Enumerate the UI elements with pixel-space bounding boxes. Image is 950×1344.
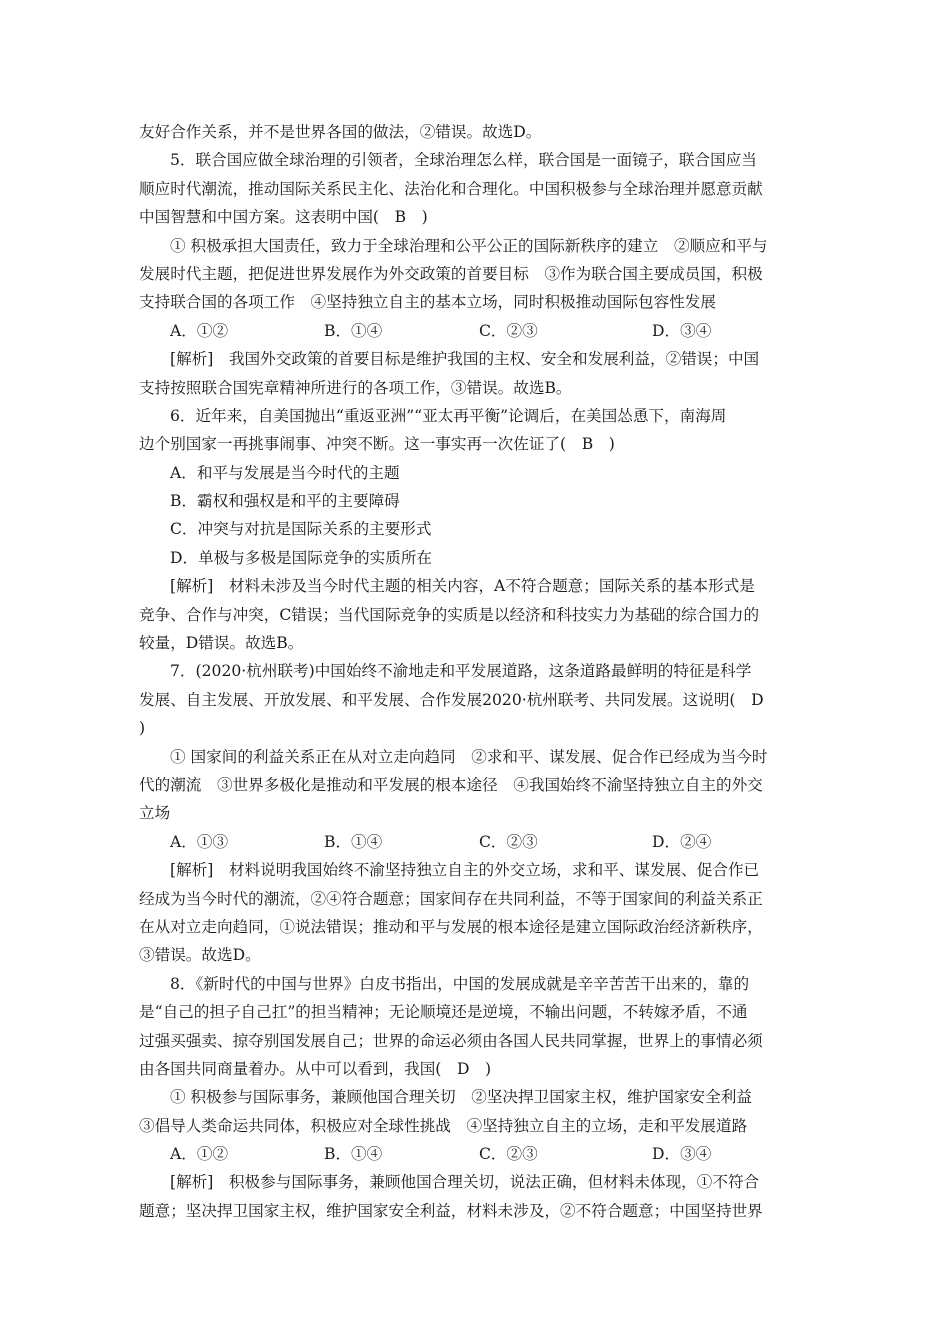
option-c: C．②③ xyxy=(479,832,538,851)
text-line: ) xyxy=(139,719,146,738)
analysis-line: 支持按照联合国宪章精神所进行的各项工作，③错误。故选B。 xyxy=(139,378,572,397)
statement-line: 支持联合国的各项工作 ④坚持独立自主的基本立场，同时积极推动国际包容性发展 xyxy=(139,293,716,312)
text-line: 发展、自主发展、开放发展、和平发展、合作发展2020·杭州联考、共同发展。这说明( D xyxy=(139,690,764,709)
option-c: C．②③ xyxy=(479,321,538,340)
option-d: D．单极与多极是国际竞争的实质所在 xyxy=(170,548,433,567)
option-b: B．①④ xyxy=(324,832,383,851)
text-line: 友好合作关系，并不是世界各国的做法，②错误。故选D。 xyxy=(139,123,542,141)
text-line: 边个别国家一再挑事闹事、冲突不断。这一事实再一次佐证了( B ) xyxy=(139,435,615,454)
page-content xyxy=(139,118,815,1225)
analysis-line: [解析] 材料未涉及当今时代主题的相关内容，A不符合题意；国际关系的基本形式是 xyxy=(170,577,755,596)
statement-line: ① 积极参与国际事务，兼顾他国合理关切 ②坚决捍卫国家主权，维护国家安全利益 xyxy=(170,1088,752,1107)
statement-line: 立场 xyxy=(139,804,171,823)
statement-line: ① 国家间的利益关系正在从对立走向趋同 ②求和平、谋发展、促合作已经成为当今时 xyxy=(170,747,768,766)
option-a: A．①② xyxy=(170,1145,229,1164)
option-d: D．③④ xyxy=(652,1145,712,1164)
answer-options-q8 xyxy=(139,1140,815,1168)
analysis-line: [解析] 积极参与国际事务，兼顾他国合理关切，说法正确，但材料未体现，①不符合 xyxy=(170,1173,760,1192)
option-c: C．②③ xyxy=(479,1145,538,1164)
option-d: D．③④ xyxy=(652,321,712,340)
statement-line: ① 积极承担大国责任，致力于全球治理和公平公正的国际新秩序的建立 ②顺应和平与 xyxy=(170,236,768,255)
option-b: B．霸权和强权是和平的主要障碍 xyxy=(170,492,400,511)
statement-line: 代的潮流 ③世界多极化是推动和平发展的根本途径 ④我国始终不渝坚持独立自主的外交 xyxy=(139,775,763,794)
analysis-line: 较量，D错误。故选B。 xyxy=(139,634,304,653)
text-line: 由各国共同商量着办。从中可以看到，我国( D ) xyxy=(139,1059,492,1078)
text-line: 是“自己的担子自己扛”的担当精神；无论顺境还是逆境，不输出问题，不转嫁矛盾，不通 xyxy=(139,1003,748,1022)
option-b: B．①④ xyxy=(324,321,383,340)
option-a: A．①② xyxy=(170,321,229,340)
question-5-stem: 5．联合国应做全球治理的引领者，全球治理怎么样，联合国是一面镜子，联合国应当 xyxy=(170,151,757,170)
option-d: D．②④ xyxy=(652,832,712,851)
analysis-line: 在从对立走向趋同，①说法错误；推动和平与发展的根本途径是建立国际政治经济新秩序， xyxy=(139,917,763,936)
option-c: C．冲突与对抗是国际关系的主要形式 xyxy=(170,520,432,539)
answer-options-q5 xyxy=(139,317,815,345)
question-7-stem: 7．(2020·杭州联考)中国始终不渝地走和平发展道路，这条道路最鲜明的特征是科学 xyxy=(170,662,752,681)
text-line: 顺应时代潮流，推动国际关系民主化、法治化和合理化。中国积极参与全球治理并愿意贡献 xyxy=(139,179,763,198)
analysis-line: 题意；坚决捍卫国家主权，维护国家安全利益，材料未涉及，②不符合题意；中国坚持世界 xyxy=(139,1201,763,1220)
statement-line: ③倡导人类命运共同体，积极应对全球性挑战 ④坚持独立自主的立场，走和平发展道路 xyxy=(139,1116,748,1135)
statement-line: 发展时代主题，把促进世界发展作为外交政策的首要目标 ③作为联合国主要成员国，积极 xyxy=(139,264,763,283)
analysis-line: [解析] 材料说明我国始终不渝坚持独立自主的外交立场，求和平、谋发展、促合作已 xyxy=(170,861,760,880)
analysis-line: ③错误。故选D。 xyxy=(139,946,261,965)
analysis-line: 经成为当今时代的潮流，②④符合题意；国家间存在共同利益，不等于国家间的利益关系正 xyxy=(139,889,763,908)
option-a: A．和平与发展是当今时代的主题 xyxy=(170,463,400,482)
option-b: B．①④ xyxy=(324,1145,383,1164)
answer-options-q7 xyxy=(139,828,815,856)
question-8-stem: 8．《新时代的中国与世界》白皮书指出，中国的发展成就是辛辛苦苦干出来的，靠的 xyxy=(170,974,750,993)
question-6-stem: 6．近年来，自美国抛出“重返亚洲”“亚太再平衡”论调后，在美国怂恿下，南海周 xyxy=(170,406,727,425)
option-a: A．①③ xyxy=(170,832,229,851)
text-line: 过强买强卖、掠夺别国发展自己；世界的命运必须由各国人民共同掌握，世界上的事情必须 xyxy=(139,1031,763,1050)
analysis-line: 竞争、合作与冲突，C错误；当代国际竞争的实质是以经济和科技实力为基础的综合国力的 xyxy=(139,605,760,624)
text-line: 中国智慧和中国方案。这表明中国( B ) xyxy=(139,208,428,227)
analysis-line: [解析] 我国外交政策的首要目标是维护我国的主权、安全和发展利益，②错误；中国 xyxy=(170,350,760,369)
